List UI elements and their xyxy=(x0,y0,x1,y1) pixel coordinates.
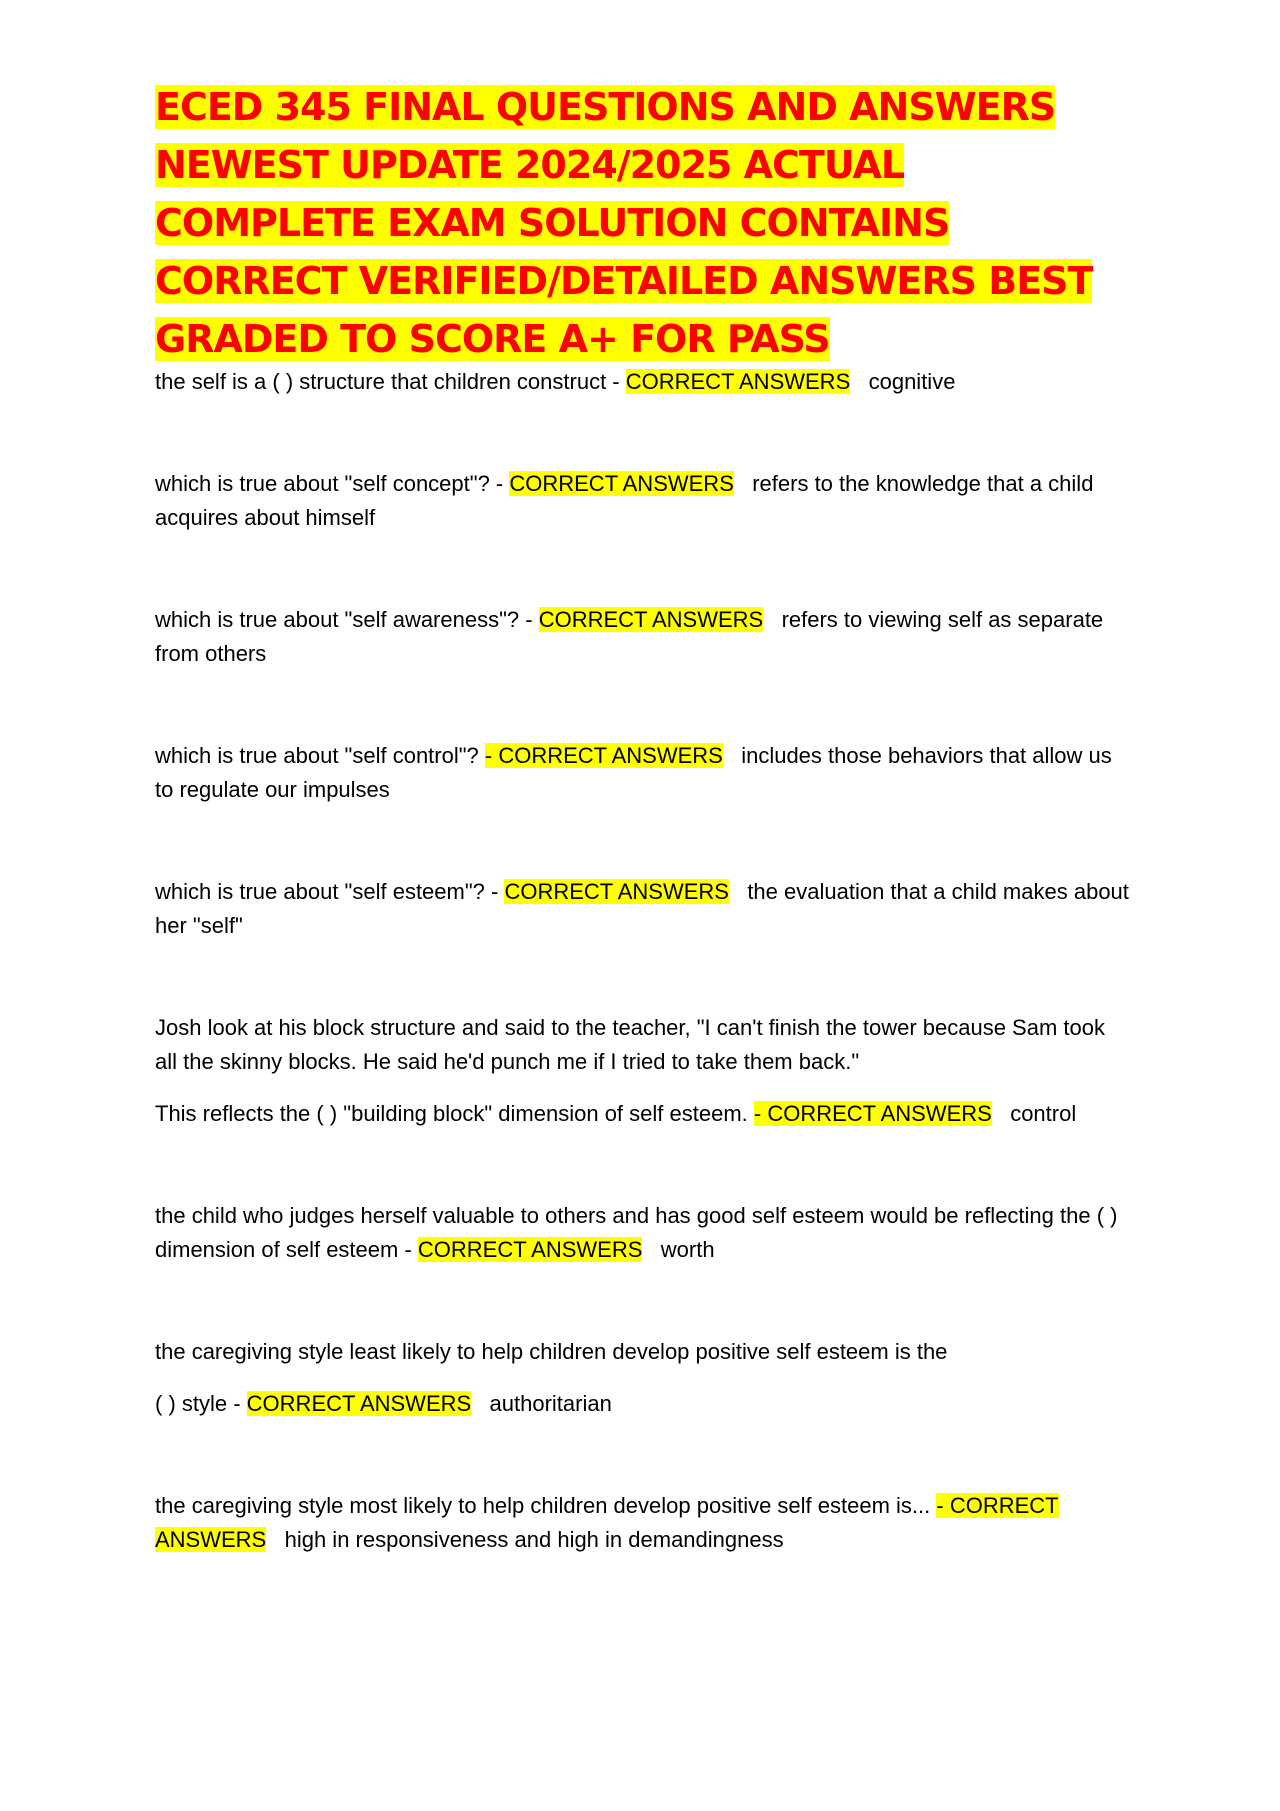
correct-answers-marker: CORRECT ANSWERS xyxy=(625,369,851,394)
answer-text: cognitive xyxy=(868,369,956,394)
question-text: which is true about "self control"? xyxy=(155,743,485,768)
correct-answers-marker: - CORRECT ANSWERS xyxy=(155,1493,1059,1552)
answer-text: authoritarian xyxy=(489,1391,612,1416)
answer-text: refers to viewing self as separate from others xyxy=(155,607,1104,666)
question-text: the self is a ( ) structure that children construct - xyxy=(155,369,626,394)
qa-item xyxy=(155,467,1130,535)
answer-text: includes those behaviors that allow us to regulate our impulses xyxy=(155,743,1112,802)
qa-item xyxy=(155,365,1130,399)
qa-paragraph xyxy=(155,467,1130,535)
correct-answers-marker: CORRECT ANSWERS xyxy=(504,879,729,904)
correct-answers-marker: CORRECT ANSWERS xyxy=(509,471,734,496)
qa-paragraph xyxy=(155,739,1130,807)
correct-answers-marker: - CORRECT ANSWERS xyxy=(753,1101,992,1126)
question-text: the child who judges herself valuable to others and has good self esteem would be reflecting the ( ) dimension of self esteem - xyxy=(155,1203,1118,1262)
question-scenario-text: Josh look at his block structure and said to the teacher, "I can't finish the tower because Sam took all the skinny blocks. He said he'd punch me if I tried to take them back." xyxy=(155,1015,1105,1074)
qa-item xyxy=(155,739,1130,807)
qa-item xyxy=(155,603,1130,671)
question-text: which is true about "self awareness"? - xyxy=(155,607,539,632)
question-text: which is true about "self concept"? - xyxy=(155,471,510,496)
qa-item xyxy=(155,1011,1130,1131)
correct-answers-marker: CORRECT ANSWERS xyxy=(417,1237,643,1262)
qa-paragraph xyxy=(155,875,1130,943)
question-lead-text: the caregiving style least likely to help children develop positive self esteem is the xyxy=(155,1339,948,1364)
qa-paragraph xyxy=(155,1387,1130,1421)
qa-paragraph xyxy=(155,365,1130,399)
qa-paragraph xyxy=(155,1489,1130,1557)
question-text: which is true about "self esteem"? - xyxy=(155,879,505,904)
answer-text: high in responsiveness and high in demandingness xyxy=(284,1527,784,1552)
answer-text: refers to the knowledge that a child acquires about himself xyxy=(155,471,1094,530)
qa-item xyxy=(155,1335,1130,1421)
qa-paragraph xyxy=(155,1097,1130,1131)
correct-answers-marker: CORRECT ANSWERS xyxy=(246,1391,472,1416)
document-title-text: ECED 345 FINAL QUESTIONS AND ANSWERS NEWEST UPDATE 2024/2025 ACTUAL COMPLETE EXAM SOLUTION CONTAINS CORRECT VERIFIED/DETAILED ANSWERS BEST GRADED TO SCORE A+ FOR PASS xyxy=(155,85,1093,361)
document-page xyxy=(155,78,1130,1557)
qa-item xyxy=(155,1199,1130,1267)
correct-answers-marker: CORRECT ANSWERS xyxy=(538,607,764,632)
question-text: the caregiving style most likely to help children develop positive self esteem is... xyxy=(155,1493,937,1518)
qa-item xyxy=(155,875,1130,943)
question-text: ( ) style - xyxy=(155,1391,247,1416)
qa-paragraph xyxy=(155,1199,1130,1267)
answer-text: control xyxy=(1010,1101,1077,1126)
document-title xyxy=(155,78,1130,368)
qa-item xyxy=(155,1489,1130,1557)
answer-text: worth xyxy=(660,1237,715,1262)
question-text: This reflects the ( ) "building block" dimension of self esteem. xyxy=(155,1101,754,1126)
correct-answers-marker: - CORRECT ANSWERS xyxy=(484,743,723,768)
answer-text: the evaluation that a child makes about her "self" xyxy=(155,879,1129,938)
qa-paragraph xyxy=(155,603,1130,671)
